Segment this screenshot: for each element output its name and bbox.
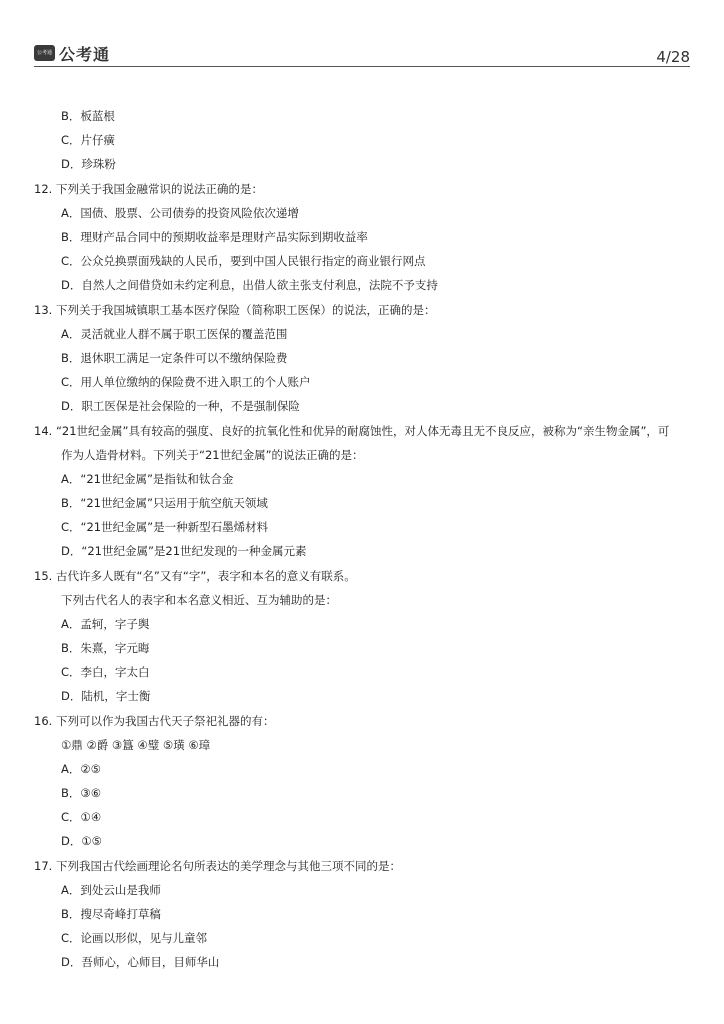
option-line: B．理财产品合同中的预期收益率是理财产品实际到期收益率 bbox=[61, 230, 368, 244]
question-stem-continued: 作为人造骨材料。下列关于“21世纪金属”的说法正确的是： bbox=[61, 448, 364, 462]
option-line: B．退休职工满足一定条件可以不缴纳保险费 bbox=[61, 351, 288, 365]
option-line: D．陆机，字士衡 bbox=[61, 689, 151, 703]
question-stem-continued: ①鼎 ②爵 ③簋 ④璧 ⑤璜 ⑥璋 bbox=[61, 738, 211, 752]
page-number: 4/28 bbox=[656, 48, 690, 66]
question-stem: 12. 下列关于我国金融常识的说法正确的是： bbox=[34, 182, 263, 196]
question-stem: 13. 下列关于我国城镇职工基本医疗保险（简称职工医保）的说法，正确的是： bbox=[34, 303, 436, 317]
option-line: B．“21世纪金属”只运用于航空航天领域 bbox=[61, 496, 268, 510]
option-line: B．板蓝根 bbox=[61, 109, 115, 123]
option-line: B．朱熹，字元晦 bbox=[61, 641, 150, 655]
option-line: B．搜尽奇峰打草稿 bbox=[61, 907, 161, 921]
logo-text: 公考通 bbox=[59, 45, 111, 64]
option-line: A．灵活就业人群不属于职工医保的覆盖范围 bbox=[61, 327, 288, 341]
option-line: C．论画以形似，见与儿童邻 bbox=[61, 931, 208, 945]
option-line: D．“21世纪金属”是21世纪发现的一种金属元素 bbox=[61, 544, 307, 558]
question-stem: 14. “21世纪金属”具有较高的强度、良好的抗氧化性和优异的耐腐蚀性，对人体无毒且无不良反应，被称为“亲生物金属”，可 bbox=[34, 424, 670, 438]
option-line: C．用人单位缴纳的保险费不进入职工的个人账户 bbox=[61, 375, 311, 389]
question-stem: 17. 下列我国古代绘画理论名句所表达的美学理念与其他三项不同的是： bbox=[34, 859, 401, 873]
option-line: B．③⑥ bbox=[61, 786, 102, 800]
option-line: A．“21世纪金属”是指钛和钛合金 bbox=[61, 472, 234, 486]
option-line: A．孟轲，字子舆 bbox=[61, 617, 150, 631]
question-stem: 15. 古代许多人既有“名”又有“字”，表字和本名的意义有联系。 bbox=[34, 569, 356, 583]
option-line: A．到处云山是我师 bbox=[61, 883, 161, 897]
header-divider bbox=[34, 66, 690, 67]
option-line: D．职工医保是社会保险的一种，不是强制保险 bbox=[61, 399, 300, 413]
option-line: D．吾师心，心师目，目师华山 bbox=[61, 955, 220, 969]
option-line: D．①⑤ bbox=[61, 834, 102, 848]
option-line: C．①④ bbox=[61, 810, 102, 824]
option-line: C．公众兑换票面残缺的人民币，要到中国人民银行指定的商业银行网点 bbox=[61, 254, 426, 268]
option-line: C．片仔癀 bbox=[61, 133, 116, 147]
option-line: A．②⑤ bbox=[61, 762, 101, 776]
option-line: C．李白，字太白 bbox=[61, 665, 150, 679]
page-header bbox=[34, 42, 690, 70]
option-line: D．珍珠粉 bbox=[61, 157, 116, 171]
question-stem: 16. 下列可以作为我国古代天子祭祀礼器的有： bbox=[34, 714, 275, 728]
option-line: D．自然人之间借贷如未约定利息，出借人欲主张支付利息，法院不予支持 bbox=[61, 278, 438, 292]
logo-icon: 公考通 bbox=[34, 45, 55, 61]
option-line: A．国债、股票、公司债券的投资风险依次递增 bbox=[61, 206, 299, 220]
question-stem-continued: 下列古代名人的表字和本名意义相近、互为辅助的是： bbox=[61, 593, 337, 607]
option-line: C．“21世纪金属”是一种新型石墨烯材料 bbox=[61, 520, 269, 534]
